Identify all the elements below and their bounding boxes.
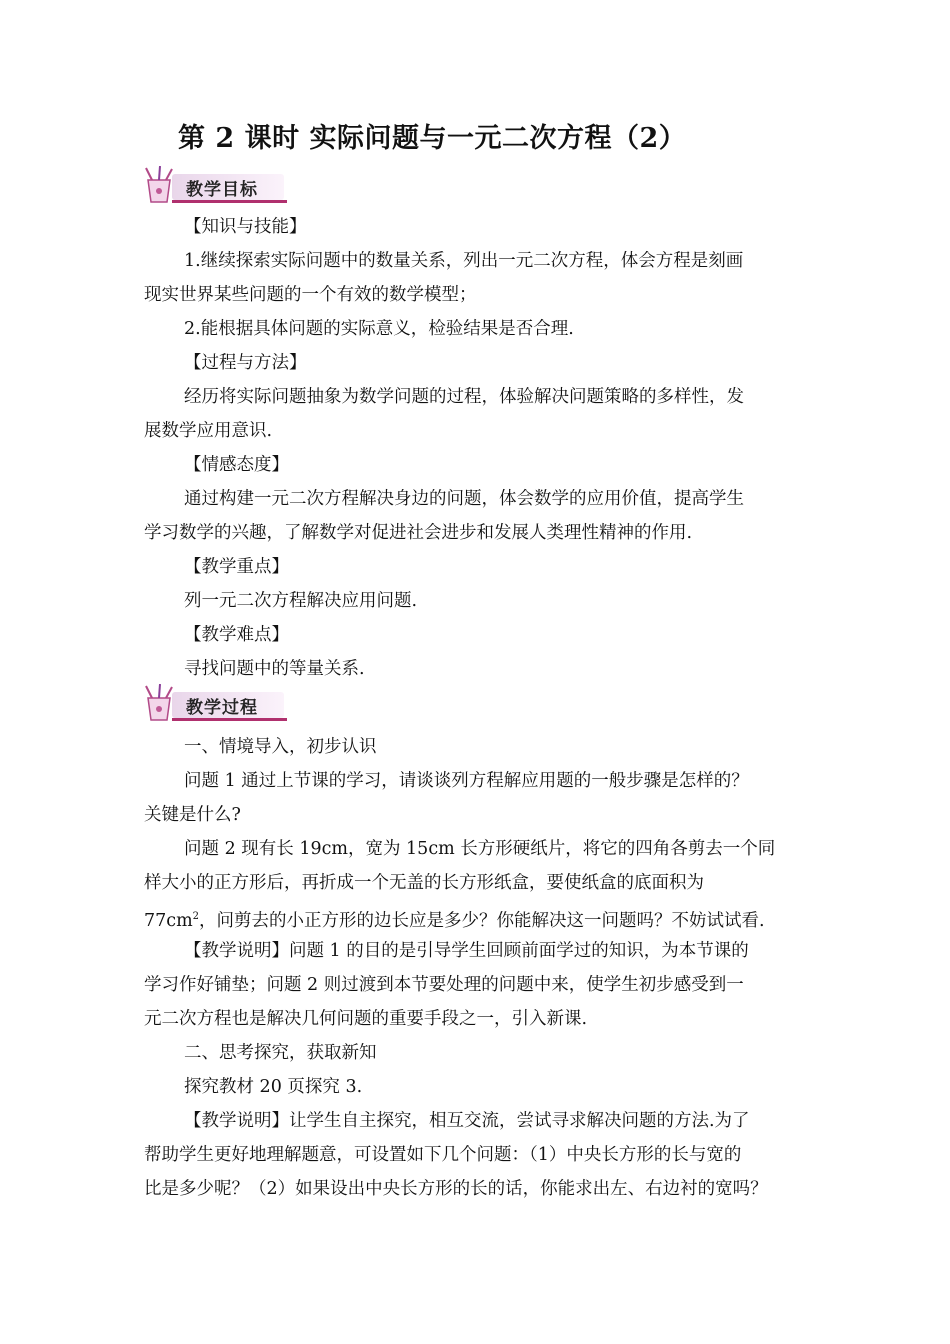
- paragraph-line: 帮助学生更好地理解题意，可设置如下几个问题：（1）中央长方形的长与宽的: [144, 1145, 742, 1165]
- emotion-heading: 【情感态度】: [184, 455, 289, 475]
- paragraph-line: 探究教材 20 页探究 3.: [184, 1077, 363, 1097]
- paragraph-line: [144, 900, 824, 938]
- superscript: 2: [192, 911, 200, 922]
- page-title: 第 2 课时 实际问题与一元二次方程（2）: [178, 123, 687, 154]
- process-heading: 【过程与方法】: [184, 353, 307, 373]
- paragraph-line: 问题 2 现有长 19cm，宽为 15cm 长方形硬纸片，将它的四角各剪去一个同: [184, 839, 776, 859]
- part2-heading: 二、思考探究，获取新知: [184, 1043, 377, 1063]
- paragraph-line: 样大小的正方形后，再折成一个无盖的长方形纸盒，要使纸盒的底面积为: [144, 873, 704, 893]
- paragraph-line: 元二次方程也是解决几何问题的重要手段之一，引入新课.: [144, 1009, 588, 1029]
- banner-label: 教学过程: [186, 698, 258, 718]
- paragraph-line: 【教学说明】问题 1 的目的是引导学生回顾前面学过的知识，为本节课的: [184, 941, 749, 961]
- paragraph-line: 展数学应用意识.: [144, 421, 273, 441]
- paragraph-line: 现实世界某些问题的一个有效的数学模型；: [144, 285, 477, 305]
- section-banner-teaching-goals: [142, 166, 292, 208]
- paragraph-line: 寻找问题中的等量关系.: [184, 659, 365, 679]
- paragraph-line: 列一元二次方程解决应用问题.: [184, 591, 418, 611]
- paragraph-line: 【教学说明】让学生自主探究，相互交流，尝试寻求解决问题的方法.为了: [184, 1111, 750, 1131]
- part1-heading: 一、情境导入，初步认识: [184, 737, 377, 757]
- paragraph-line: 学习作好铺垫；问题 2 则过渡到本节要处理的问题中来，使学生初步感受到一: [144, 975, 744, 995]
- paragraph-line: 比是多少呢？（2）如果设出中央长方形的长的话，你能求出左、右边衬的宽吗？: [144, 1179, 768, 1199]
- key-point-heading: 【教学重点】: [184, 557, 289, 577]
- paragraph-line: 关键是什么?: [144, 805, 241, 825]
- knowledge-heading: 【知识与技能】: [184, 217, 307, 237]
- section-banner-teaching-process: [142, 684, 292, 726]
- paragraph-line: 1.继续探索实际问题中的数量关系，列出一元二次方程，体会方程是刻画: [184, 251, 744, 271]
- area-value: 77cm: [144, 910, 193, 931]
- paragraph-line: 问题 1 通过上节课的学习，请谈谈列方程解应用题的一般步骤是怎样的？: [184, 771, 749, 791]
- paragraph-line: 2.能根据具体问题的实际意义，检验结果是否合理.: [184, 319, 574, 339]
- paragraph-line: 通过构建一元二次方程解决身边的问题，体会数学的应用价值，提高学生: [184, 489, 744, 509]
- difficulty-heading: 【教学难点】: [184, 625, 289, 645]
- paragraph-line: 学习数学的兴趣，了解数学对促进社会进步和发展人类理性精神的作用.: [144, 523, 693, 543]
- text-run: ，问剪去的小正方形的边长应是多少？你能解决这一问题吗？不妨试试看.: [199, 910, 765, 931]
- banner-label: 教学目标: [186, 180, 258, 200]
- paragraph-line: 经历将实际问题抽象为数学问题的过程，体验解决问题策略的多样性，发: [184, 387, 744, 407]
